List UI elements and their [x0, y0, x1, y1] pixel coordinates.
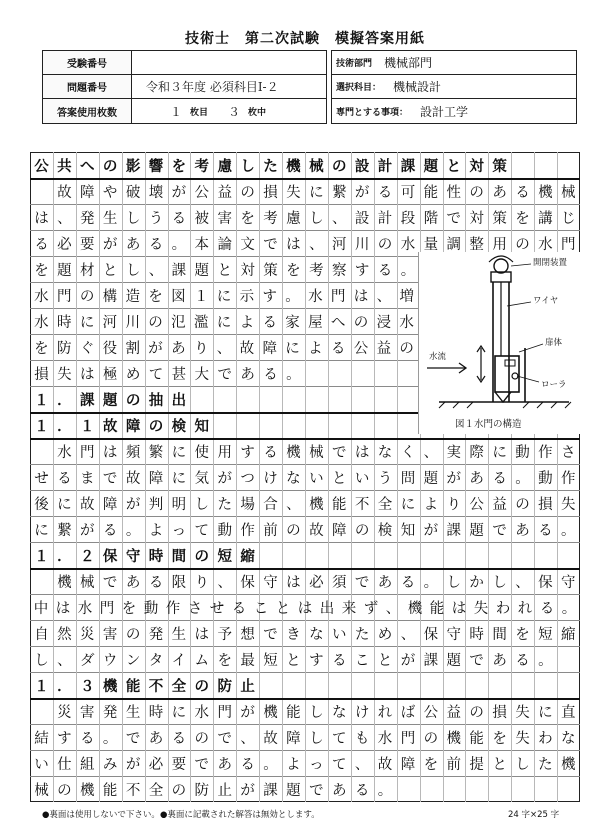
answer-line: 故 障 や 破 壊 が 公 益 の 損 失 に 繋 が る 可 能 性 の あ る 機 械 — [57, 184, 576, 201]
dept-field[interactable]: 機械部門 — [384, 56, 433, 70]
sheets-field[interactable] — [132, 99, 326, 123]
answer-line: 後 に 故 障 が 判 明 し た 場 合 、 機 能 不 全 に よ り 公 益 の 損 失 — [34, 496, 576, 513]
answer-line: 水 門 の 構 造 を 図 １ に 示 す 。 水 門 は 、 増 — [34, 288, 414, 305]
answer-line: に 繋 が る 。 よ っ て 動 作 前 の 故 障 の 検 知 が 課 題 で あ る 。 — [34, 522, 576, 539]
figure-caption: 図１水門の構造 — [455, 419, 522, 430]
answer-line: は 、 発 生 し う る 被 害 を 考 慮 し 、 設 計 段 階 で 対 策 を 講 じ — [34, 210, 576, 227]
answer-line: 水 門 は 頻 繁 に 使 用 す る 機 械 で は な く 、 実 際 に 動 作 さ — [57, 444, 576, 461]
exam-number-field[interactable] — [132, 51, 326, 74]
answer-line: 水 時 に 河 川 の 氾 濫 に よ る 家 屋 へ の 浸 水 — [34, 314, 414, 331]
answer-line: 自 然 災 害 の 発 生 は 予 想 で き な い た め 、 保 守 時 間 を 短 縮 — [34, 626, 576, 643]
footer-note-1: ●裏面は使用しないで下さい。 — [42, 810, 160, 820]
answer-line: 損 失 は 極 め て 甚 大 で あ る 。 — [34, 366, 301, 383]
sheets-row — [43, 99, 326, 123]
specialty-field[interactable]: 設計工学 — [420, 104, 469, 119]
dept-row — [332, 51, 576, 75]
header-right-table — [331, 50, 577, 124]
subject-field[interactable]: 機械設計 — [393, 80, 442, 94]
answer-line: せ る ま で 故 障 に 気 が つ け な い と い う 問 題 が あ る 。 動 作 — [34, 470, 576, 487]
sheet-current: １ — [170, 104, 183, 119]
answer-line: し 、 ダ ウ ン タ イ ム を 最 短 と す る こ と が 課 題 で あ る 。 — [34, 652, 553, 669]
label-flow: 水流 — [429, 352, 447, 362]
answer-line: 結 す る 。 で あ る の で 、 故 障 し て も 水 門 の 機 能 を 失 わ な — [34, 730, 576, 747]
question-number-row — [43, 75, 326, 99]
sheet-unit: 枚目 — [190, 107, 209, 118]
answer-line: １ ． ３ 機 能 不 全 の 防 止 — [30, 672, 580, 700]
sheets-label: 答案使用枚数 — [43, 99, 132, 123]
header-left-table — [42, 50, 327, 124]
answer-line: 公 共 へ の 影 響 を 考 慮 し た 機 械 の 設 計 課 題 と 対 策 — [30, 152, 580, 180]
gate-structure-figure — [418, 252, 581, 434]
answer-line: を 防 ぐ 役 割 が あ り 、 故 障 に よ る 公 益 の — [34, 340, 414, 357]
answer-line: １ ． ２ 保 守 時 間 の 短 縮 — [30, 542, 580, 570]
dept-label: 技術部門 — [336, 59, 373, 69]
label-motor: 開閉装置 — [533, 258, 568, 268]
page-title: 技術士 第二次試験 模擬答案用紙 — [185, 31, 425, 47]
answer-line: 械 の 機 能 不 全 の 防 止 が 課 題 で あ る 。 — [34, 782, 393, 799]
subject-label: 選択科目： — [336, 83, 382, 93]
answer-line: を 題 材 と し 、 課 題 と 対 策 を 考 察 す る 。 — [34, 262, 416, 279]
grid-spec: 24 字×25 字 — [508, 810, 560, 820]
sheet-total-unit: 枚中 — [248, 107, 267, 118]
footer-note-2: ●裏面に記載された解答は無効とします。 — [160, 810, 320, 820]
answer-line: る 必 要 が あ る 。 本 論 文 で は 、 河 川 の 水 量 調 整 用 の 水 門 — [34, 236, 576, 253]
answer-line: い 仕 組 み が 必 要 で あ る 。 よ っ て 、 故 障 を 前 提 と し た 機 — [34, 756, 576, 773]
answer-line: 機 械 で あ る 限 り 、 保 守 は 必 須 で あ る 。 し か し 、 保 守 — [57, 574, 576, 591]
answer-line: １ ． 課 題 の 抽 出 — [30, 386, 580, 414]
label-gate: 扉体 — [545, 338, 563, 348]
question-number-field[interactable]: 令和３年度 必須科目Ⅰ-２ — [146, 80, 279, 94]
question-number-label: 問題番号 — [43, 75, 132, 98]
label-roller: ローラ — [541, 380, 567, 390]
exam-number-row — [43, 51, 326, 75]
sheet-total: ３ — [228, 104, 241, 119]
answer-line: 中 は 水 門 を 動 作 さ せ る こ と は 出 来 ず 、 機 能 は 失 わ れ る 。 — [33, 600, 577, 617]
subject-row — [332, 75, 576, 99]
label-wire: ワイヤ — [533, 296, 559, 306]
exam-number-label: 受験番号 — [43, 51, 132, 74]
specialty-label: 専門とする事項： — [336, 107, 409, 118]
specialty-row — [332, 99, 576, 123]
answer-line: １ ． １ 故 障 の 検 知 — [30, 412, 580, 440]
answer-line: 災 害 発 生 時 に 水 門 が 機 能 し な け れ ば 公 益 の 損 失 に 直 — [57, 704, 576, 721]
motor-icon — [494, 259, 508, 273]
